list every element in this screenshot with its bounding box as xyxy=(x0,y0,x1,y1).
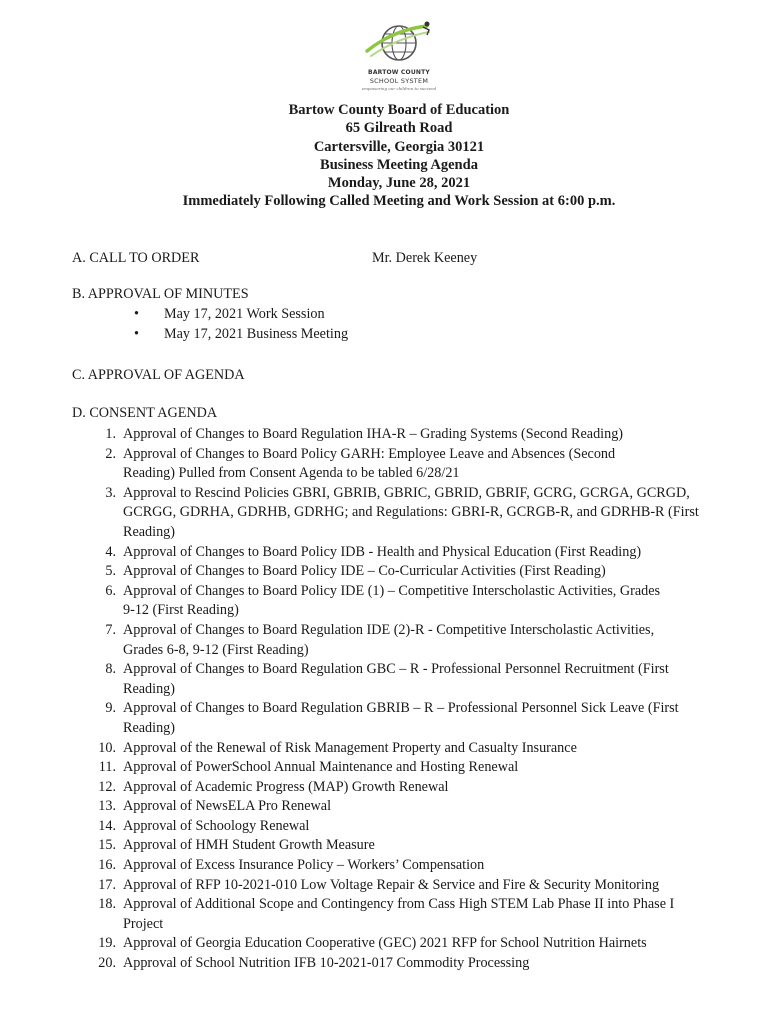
item-text-line: Approval of Changes to Board Regulation IHA-R – Grading Systems (Second Reading) xyxy=(123,426,624,442)
item-number: 12. xyxy=(98,778,116,795)
item-text-line: 9-12 (First Reading) xyxy=(123,602,239,619)
header-board-name: Bartow County Board of Education xyxy=(288,102,510,118)
item-number: 20. xyxy=(98,955,116,972)
item-number: 14. xyxy=(98,817,116,834)
item-text xyxy=(123,445,723,484)
call-to-order-presenter: Mr. Derek Keeney xyxy=(372,250,478,266)
item-text-line: Approval of School Nutrition IFB 10-2021-017 Commodity Processing xyxy=(123,955,530,972)
item-text xyxy=(123,817,723,837)
item-text-line: Approval of Excess Insurance Policy – Workers’ Compensation xyxy=(123,857,485,874)
header-date: Monday, June 28, 2021 xyxy=(327,175,471,192)
item-number: 17. xyxy=(98,876,116,893)
item-text xyxy=(123,797,723,817)
item-text-line: Reading) xyxy=(123,680,176,697)
item-text xyxy=(123,621,723,660)
item-text-line: Approval of the Renewal of Risk Management Property and Casualty Insurance xyxy=(123,739,577,756)
item-text xyxy=(123,758,723,778)
item-number: 4. xyxy=(105,543,116,560)
item-text-line: Approval to Rescind Policies GBRI, GBRIB, GBRIC, GBRID, GBRIF, GCRG, GCRGA, GCRGD, xyxy=(123,484,690,501)
item-number: 15. xyxy=(98,837,116,854)
item-text xyxy=(123,425,723,445)
item-text xyxy=(123,856,723,876)
consent-agenda-item xyxy=(72,562,752,582)
item-text xyxy=(123,543,723,563)
item-text-line: Approval of Georgia Education Cooperative (GEC) 2021 RFP for School Nutrition Hairnets xyxy=(123,935,647,952)
item-text-line: Reading) xyxy=(123,523,176,540)
item-text-line: Approval of HMH Student Growth Measure xyxy=(123,837,375,854)
consent-agenda-item xyxy=(72,817,752,837)
item-text xyxy=(123,778,723,798)
item-text-line: Approval of Changes to Board Regulation GBRIB – R – Professional Personnel Sick Leave (First xyxy=(123,700,679,717)
item-text-line: Approval of Changes to Board Policy IDE – Co-Curricular Activities (First Reading) xyxy=(123,563,606,580)
section-approval-of-minutes: B. APPROVAL OF MINUTES xyxy=(72,286,249,302)
item-text xyxy=(123,934,723,954)
item-number: 3. xyxy=(105,484,116,501)
item-text xyxy=(123,876,723,896)
item-text xyxy=(123,895,723,934)
item-text-line: GCRGG, GDRHA, GDRHB, GDRHG; and Regulations: GBRI-R, GCRGB-R, and GDRHB-R (First xyxy=(123,504,699,521)
item-text-line: Grades 6-8, 9-12 (First Reading) xyxy=(123,641,309,658)
section-approval-of-agenda: C. APPROVAL OF AGENDA xyxy=(72,367,245,383)
item-text xyxy=(123,660,723,699)
item-number: 5. xyxy=(105,563,116,580)
item-text-line: Approval of Academic Progress (MAP) Growth Renewal xyxy=(123,778,449,795)
header-meeting-type: Business Meeting Agenda xyxy=(320,156,478,173)
consent-agenda-item xyxy=(72,758,752,778)
item-text-line: Project xyxy=(123,915,164,932)
item-text-line: Reading) Pulled from Consent Agenda to be tabled 6/28/21 xyxy=(123,465,460,482)
item-text-line: Approval of Changes to Board Regulation GBC – R - Professional Personnel Recruitment (First xyxy=(123,661,669,678)
item-number: 10. xyxy=(98,739,116,756)
consent-agenda-item xyxy=(72,739,752,759)
logo-line-2: SCHOOL SYSTEM xyxy=(369,77,429,85)
consent-agenda-item xyxy=(72,621,752,660)
item-number: 6. xyxy=(105,582,116,599)
item-text-line: Reading) xyxy=(123,719,176,736)
consent-agenda-item xyxy=(72,484,752,543)
item-text xyxy=(123,739,723,759)
section-call-to-order: A. CALL TO ORDER xyxy=(72,250,200,266)
item-number: 9. xyxy=(105,700,116,717)
item-text-line: Approval of NewsELA Pro Renewal xyxy=(123,798,332,815)
item-text-line: Approval of PowerSchool Annual Maintenance and Hosting Renewal xyxy=(123,759,519,776)
minutes-bullet-text: May 17, 2021 Business Meeting xyxy=(164,326,349,342)
consent-agenda-item xyxy=(72,856,752,876)
consent-agenda-item xyxy=(72,797,752,817)
item-text xyxy=(123,484,723,543)
consent-agenda-item xyxy=(72,543,752,563)
consent-agenda-item xyxy=(72,660,752,699)
item-number: 2. xyxy=(105,445,116,462)
item-text xyxy=(123,582,723,621)
item-text-line: Approval of Changes to Board Policy IDB - Health and Physical Education (First Reading) xyxy=(123,543,642,560)
item-number: 16. xyxy=(98,857,116,874)
item-text xyxy=(123,836,723,856)
logo-tagline: empowering our children to succeed xyxy=(361,86,437,91)
consent-agenda-item xyxy=(72,699,752,738)
header-time: Immediately Following Called Meeting and Work Session at 6:00 p.m. xyxy=(182,193,616,210)
consent-agenda-item xyxy=(72,934,752,954)
item-text-line: Approval of RFP 10-2021-010 Low Voltage Repair & Service and Fire & Security Monitoring xyxy=(123,876,660,893)
item-number: 18. xyxy=(98,896,116,913)
item-text xyxy=(123,699,723,738)
item-text-line: Approval of Schoology Renewal xyxy=(123,817,310,834)
item-number: 19. xyxy=(98,935,116,952)
agenda-header xyxy=(0,101,770,211)
item-number: 7. xyxy=(105,621,116,638)
consent-agenda-item xyxy=(72,876,752,896)
item-number: 1. xyxy=(105,426,116,442)
bullet-marker: • xyxy=(134,306,139,322)
consent-agenda-item xyxy=(72,836,752,856)
item-number: 11. xyxy=(98,759,116,776)
minutes-bullet-text: May 17, 2021 Work Session xyxy=(164,306,325,322)
item-text-line: Approval of Changes to Board Regulation IDE (2)-R - Competitive Interscholastic Activities, xyxy=(123,621,655,638)
consent-agenda-item xyxy=(72,445,752,484)
item-number: 8. xyxy=(105,661,116,678)
consent-agenda-item xyxy=(72,425,752,445)
consent-agenda-list xyxy=(72,425,752,974)
item-text xyxy=(123,954,723,974)
header-address: 65 Gilreath Road xyxy=(345,120,453,137)
consent-agenda-item xyxy=(72,954,752,974)
consent-agenda-item xyxy=(72,778,752,798)
district-logo xyxy=(355,18,445,98)
item-text-line: Approval of Additional Scope and Contingency from Cass High STEM Lab Phase II into Phase I xyxy=(123,896,675,913)
item-text xyxy=(123,562,723,582)
consent-agenda-item xyxy=(72,895,752,934)
header-city: Cartersville, Georgia 30121 xyxy=(313,138,485,155)
globe-swoosh-icon xyxy=(363,18,437,70)
item-number: 13. xyxy=(98,798,116,815)
item-text-line: Approval of Changes to Board Policy IDE (1) – Competitive Interscholastic Activities, Grades xyxy=(123,582,661,599)
section-consent-agenda: D. CONSENT AGENDA xyxy=(72,405,218,421)
item-text-line: Approval of Changes to Board Policy GARH: Employee Leave and Absences (Second xyxy=(123,445,616,462)
logo-line-1: BARTOW COUNTY xyxy=(368,69,430,76)
consent-agenda-item xyxy=(72,582,752,621)
bullet-marker: • xyxy=(134,326,139,342)
